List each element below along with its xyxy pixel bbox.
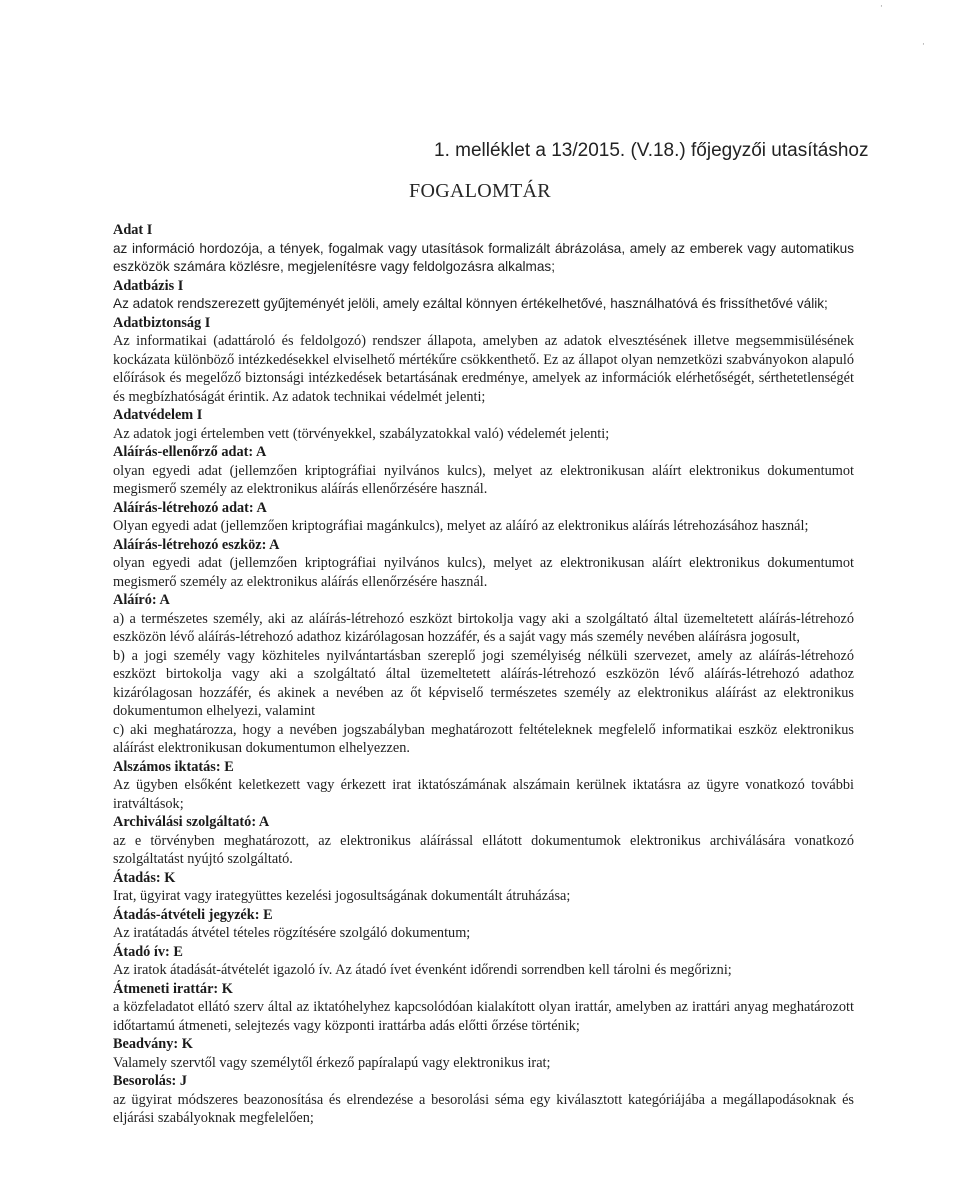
scan-speck: · (922, 40, 925, 50)
entry-term: Besorolás: J (113, 1073, 187, 1089)
glossary-entry (113, 813, 854, 869)
glossary-entry (113, 980, 854, 1036)
entry-term: Átadó ív: E (113, 943, 183, 960)
scan-speck: · (880, 2, 883, 12)
entry-definition: Az iratátadás átvétel tételes rögzítésére szolgáló dokumentum; (113, 925, 471, 941)
entry-term: Aláírás-ellenőrző adat: A (113, 444, 267, 460)
entry-term: Adatbázis I (113, 277, 184, 294)
entry-definition: Az ügyben elsőként keletkezett vagy érkezett irat iktatószámának alszámain kerülnek iktatásra az ügyre vonatkozó további iratváltások; (113, 777, 854, 812)
entry-paragraph-b: b) a jogi személy vagy közhiteles nyilvántartásban szereplő jogi személyiség nélküli szervezet, amely az aláírás-létrehozó eszközt birtokolja vagy aki a szolgáltató által üzemeltetett aláírás-létrehozó eszközön lévő aláírás-létrehozó adathoz kizárólagosan hozzáfér, és akinek a nevében az őt képviselő természetes személy az elektronikus aláírást az elektronikus dokumentumon elhelyezi, valamint (113, 647, 854, 719)
entry-definition: az e törvényben meghatározott, az elektronikus aláírással ellátott dokumentumok elektronikus archiválására vonatkozó szolgáltatást nyújtó szolgáltató. (113, 832, 854, 867)
entry-definition: az ügyirat módszeres beazonosítása és elrendezése a besorolási séma egy kiválasztott kategóriájába a megállapodásoknak és eljárási szabályoknak megfelelően; (113, 1091, 854, 1126)
annex-reference: 1. melléklet a 13/2015. (V.18.) főjegyzői utasításhoz (434, 140, 869, 161)
entry-paragraph-a: a) a természetes személy, aki az aláírás-létrehozó eszközt birtokolja vagy aki a szolgáltató által üzemeltetett aláírás-létrehozó eszközön lévő aláírás-létrehozó adathoz kizárólagosan hozzáfér, és a saját vagy más személy nevében aláírásra jogosult, (113, 610, 854, 645)
glossary-entry (113, 943, 854, 980)
entry-definition: a közfeladatot ellátó szerv által az iktatóhelyhez kapcsolódóan kialakított olyan irattár, amelyben az irattári anyag meghatározott időtartamú átmeneti, selejtezés vagy központi irattárba adás előtti őrzése történik; (113, 999, 854, 1034)
entry-term: Alszámos iktatás: E (113, 758, 234, 775)
glossary-list (113, 221, 854, 1128)
entry-definition: Irat, ügyirat vagy irategyüttes kezelési jogosultságának dokumentált átruházása; (113, 888, 571, 904)
entry-term: Átmeneti irattár: K (113, 980, 233, 997)
entry-term: Archiválási szolgáltató: A (113, 814, 270, 830)
glossary-entry (113, 221, 854, 277)
glossary-entry (113, 536, 854, 592)
entry-definition: Az adatok jogi értelemben vett (törvényekkel, szabályzatokkal való) védelemét jelenti; (113, 425, 610, 442)
entry-term: Aláíró: A (113, 592, 170, 608)
glossary-entry (113, 499, 854, 536)
glossary-entry (113, 314, 854, 407)
entry-definition: Az adatok rendszerezett gyűjteményét jelöli, amely ezáltal könnyen értékelhetővé, használhatóvá és frissíthetővé válik; (113, 296, 828, 311)
entry-definition: olyan egyedi adat (jellemzően kriptográfiai nyilvános kulcs), melyet az elektronikusan aláírt elektronikus dokumentumot megismerő személy az elektronikus aláírás ellenőrzésére használ. (113, 462, 854, 497)
entry-term: Beadvány: K (113, 1036, 193, 1052)
entry-definition: olyan egyedi adat (jellemzően kriptográfiai nyilvános kulcs), melyet az elektronikusan aláírt elektronikus dokumentumot megismerő személy az elektronikus aláírás ellenőrzésére használ. (113, 555, 854, 590)
glossary-entry (113, 869, 854, 906)
entry-term: Adatbiztonság I (113, 314, 211, 331)
glossary-entry (113, 1035, 854, 1072)
entry-term: Aláírás-létrehozó adat: A (113, 499, 267, 516)
entry-paragraph-c: c) aki meghatározza, hogy a nevében jogszabályban meghatározott feltételeknek megfelelő informatikai eszköz elektronikus aláírást elektronikusan dokumentumon elhelyezzen. (113, 721, 854, 756)
entry-definition: Valamely szervtől vagy személytől érkező papíralapú vagy elektronikus irat; (113, 1054, 551, 1071)
glossary-entry (113, 406, 854, 443)
entry-definition: Olyan egyedi adat (jellemzően kriptográfiai magánkulcs), melyet az aláíró az elektronikus aláírás létrehozásához használ; (113, 518, 809, 534)
entry-term: Átadás-átvételi jegyzék: E (113, 906, 273, 923)
entry-term: Adat I (113, 222, 153, 238)
glossary-entry (113, 443, 854, 499)
entry-term: Átadás: K (113, 869, 176, 886)
glossary-entry (113, 906, 854, 943)
entry-term: Aláírás-létrehozó eszköz: A (113, 536, 280, 553)
entry-definition: Az informatikai (adattároló és feldolgozó) rendszer állapota, amelyben az adatok elvesztésének illetve megsemmisülésének kockázata különböző intézkedésekkel elviselhető mértékűre csökkenthető. Ez az állapot olyan nemzetközi szabványokon alapuló előírások és megelőző biztonsági intézkedések betartásának eredménye, amelyek az információk elérhetőségét, sérthetetlenségét és megbízhatóságát érintik. Az adatok technikai védelmét jelenti; (113, 333, 854, 405)
glossary-entry (113, 277, 854, 314)
glossary-entry (113, 1072, 854, 1128)
glossary-entry (113, 758, 854, 814)
glossary-entry (113, 591, 854, 758)
entry-definition: az információ hordozója, a tények, fogalmak vagy utasítások formalizált ábrázolása, amely az emberek vagy automatikus eszközök számára közlésre, megjelenítésre vagy feldolgozásra alkalmas; (113, 240, 854, 274)
entry-term: Adatvédelem I (113, 407, 203, 423)
entry-definition: Az iratok átadását-átvételét igazoló ív. Az átadó ívet évenként időrendi sorrendben kell tárolni és megőrizni; (113, 962, 732, 978)
page-title: FOGALOMTÁR (409, 180, 551, 202)
